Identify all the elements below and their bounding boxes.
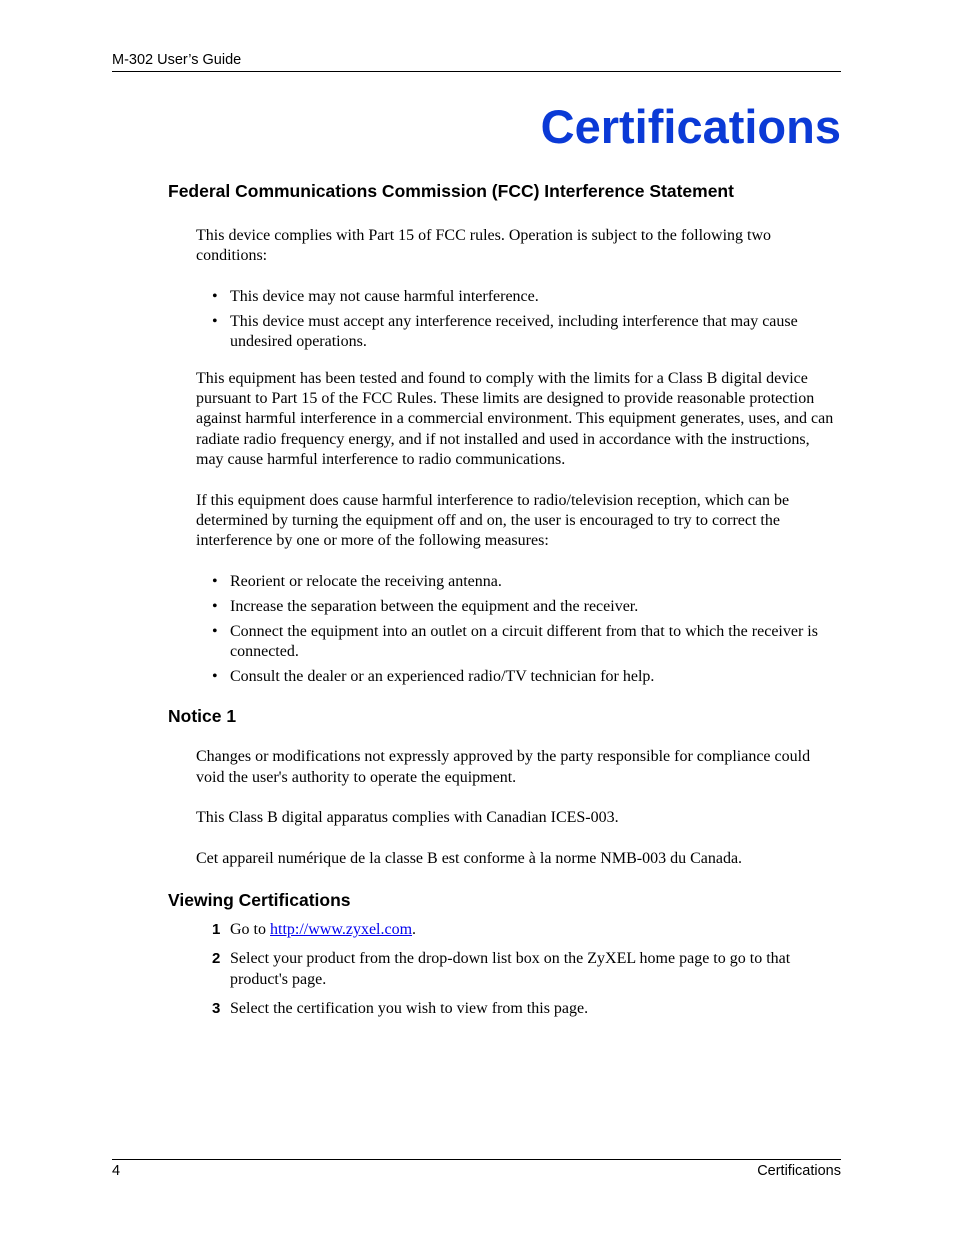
- guide-title: M-302 User’s Guide: [112, 52, 242, 68]
- step-number: 1: [212, 920, 221, 938]
- fcc-paragraph-2: This equipment has been tested and found to comply with the limits for a Class B digital device pursuant to Part 15 of the FCC Rules. These limits are designed to provide reasonable protection against harmful interference in a commercial environment. This equipment generates, uses, and can radiate radio frequency energy, and if not installed and used in accordance with the instructions, may cause harmful interference to radio communications.: [196, 369, 834, 469]
- notice-paragraph-1: Changes or modifications not expressly approved by the party responsible for compliance could void the user's authority to operate the equipment.: [196, 748, 811, 786]
- step-number: 3: [212, 1000, 221, 1018]
- notice-paragraph-2: This Class B digital apparatus complies with Canadian ICES-003.: [196, 809, 619, 827]
- viewing-steps-list: [212, 920, 841, 1020]
- zyxel-website-link[interactable]: http://www.zyxel.com: [270, 920, 413, 938]
- notice-heading: Notice 1: [168, 706, 237, 727]
- notice-section: [168, 705, 841, 869]
- bullet-icon: •: [212, 287, 218, 305]
- bullet-icon: •: [212, 667, 218, 685]
- fcc-paragraph-3: If this equipment does cause harmful interference to radio/television reception, which can be determined by turning the equipment off and on, the user is encouraged to try to correct the interference by one or more of the following measures:: [196, 491, 790, 550]
- fcc-measures-list: [212, 572, 841, 688]
- list-item: 2 Select your product from the drop-down list box on the ZyXEL home page to go to that product's page.: [212, 950, 791, 988]
- bullet-icon: •: [212, 572, 218, 590]
- fcc-intro: This device complies with Part 15 of FCC rules. Operation is subject to the following two conditions:: [196, 227, 772, 265]
- running-footer: [112, 1159, 841, 1180]
- list-item: • This device may not cause harmful interference.: [212, 287, 841, 307]
- list-item: 3 Select the certification you wish to view from this page.: [212, 999, 841, 1019]
- list-item: • Consult the dealer or an experienced radio/TV technician for help.: [212, 667, 841, 687]
- running-header: [112, 51, 841, 72]
- bullet-icon: •: [212, 312, 218, 330]
- list-item: • Reorient or relocate the receiving antenna.: [212, 572, 841, 592]
- bullet-icon: •: [212, 622, 218, 640]
- fcc-conditions-list: [212, 287, 841, 353]
- chapter-title: Certifications: [540, 100, 841, 153]
- footer-section-title: Certifications: [757, 1163, 841, 1179]
- viewing-heading: Viewing Certifications: [168, 889, 351, 910]
- list-item: 1 Go to http://www.zyxel.com.: [212, 920, 841, 940]
- fcc-section: [168, 180, 841, 687]
- page-number: 4: [112, 1163, 121, 1179]
- notice-paragraph-3: Cet appareil numérique de la classe B est conforme à la norme NMB-003 du Canada.: [196, 849, 743, 867]
- list-item: • Connect the equipment into an outlet on a circuit different from that to which the receiver is connected.: [212, 622, 818, 660]
- fcc-heading: Federal Communications Commission (FCC) Interference Statement: [168, 181, 734, 201]
- viewing-certifications-section: [168, 889, 841, 1020]
- step-number: 2: [212, 950, 221, 968]
- list-item: • This device must accept any interference received, including interference that may cause undesired operations.: [212, 312, 798, 351]
- page-content: [168, 180, 841, 1029]
- bullet-icon: •: [212, 597, 218, 615]
- list-item: • Increase the separation between the equipment and the receiver.: [212, 597, 841, 617]
